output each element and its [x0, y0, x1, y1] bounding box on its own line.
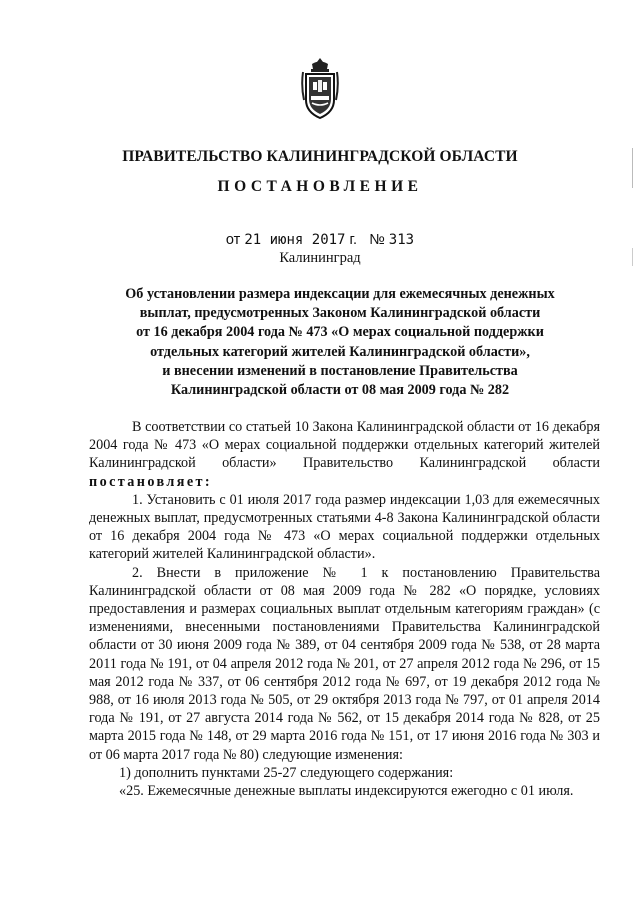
city: Калининград [279, 250, 361, 266]
title-line: и внесении изменений в постановление Правительства [162, 362, 518, 379]
document-body [89, 418, 600, 800]
preamble-paragraph [89, 418, 600, 491]
item-2-paragraph: 2. Внести в приложение № 1 к постановлению Правительства Калининградской области от 08 мая 2009 года № 282 «О порядке, условиях предоставления и размерах социальных выплат отдельным категориям граждан» (с изменениями, внесенными постановлениями Правительства Калининградской области от 30 июня 2009 года № 389, от 04 сентября 2009 года № 538, от 28 марта 2011 года № 191, от 04 апреля 2012 года № 201, от 27 апреля 2012 года № 296, от 15 мая 2012 года № 337, от 06 сентября 2012 года № 697, от 19 декабря 2012 года № 988, от 16 июля 2013 года № 505, от 29 октября 2013 года № 797, от 01 апреля 2014 года № 191, от 27 августа 2014 года № 562, от 15 декабря 2014 года № 828, от 25 марта 2015 года № 148, от 29 марта 2016 года № 151, от 17 июня 2016 года № 303 и от 06 марта 2017 года № 80) следующие изменения: [89, 564, 600, 763]
quote-25-paragraph: «25. Ежемесячные денежные выплаты индексируются ежегодно с 01 июля. [119, 783, 574, 800]
preamble-text: В соответствии со статьей 10 Закона Калининградской области от 16 декабря 2004 года № 473 «О мерах социальной поддержки отдельных категорий жителей Калининградской области» Правительство Калининградской области [89, 419, 600, 472]
item-1-paragraph: 1. Установить с 01 июля 2017 года размер индексации 1,03 для ежемесячных денежных выплат, предусмотренных статьями 4-8 Закона Калининградской области от 16 декабря 2004 года № 473 «О мерах социальной поддержки отдельных категорий жителей Калининградской области». [89, 491, 600, 563]
number-sign: № [369, 232, 385, 248]
decree-word: постановляет: [89, 473, 213, 490]
scan-edge-mark [632, 248, 633, 266]
document-title [80, 285, 600, 400]
title-line: Калининградской области от 08 мая 2009 года № 282 [170, 382, 510, 399]
handwritten-number: 313 [388, 232, 415, 248]
coat-of-arms-icon [300, 56, 340, 122]
date-prefix: от [225, 232, 241, 248]
title-line: отдельных категорий жителей Калининградской области», [150, 343, 530, 360]
title-line: выплат, предусмотренных Законом Калининградской области [139, 305, 541, 322]
date-suffix: г. [349, 232, 358, 248]
title-line: от 16 декабря 2004 года № 473 «О мерах социальной поддержки [136, 324, 544, 341]
date-number-line [0, 232, 640, 248]
handwritten-date: 21 июня 2017 [244, 232, 346, 248]
document-type: ПОСТАНОВЛЕНИЕ [217, 178, 423, 195]
title-line: Об установлении размера индексации для ежемесячных денежных [125, 286, 555, 302]
scan-edge-mark [632, 148, 633, 188]
subitem-1-paragraph: 1) дополнить пунктами 25-27 следующего содержания: [119, 764, 454, 781]
organization-title: ПРАВИТЕЛЬСТВО КАЛИНИНГРАДСКОЙ ОБЛАСТИ [122, 148, 518, 165]
